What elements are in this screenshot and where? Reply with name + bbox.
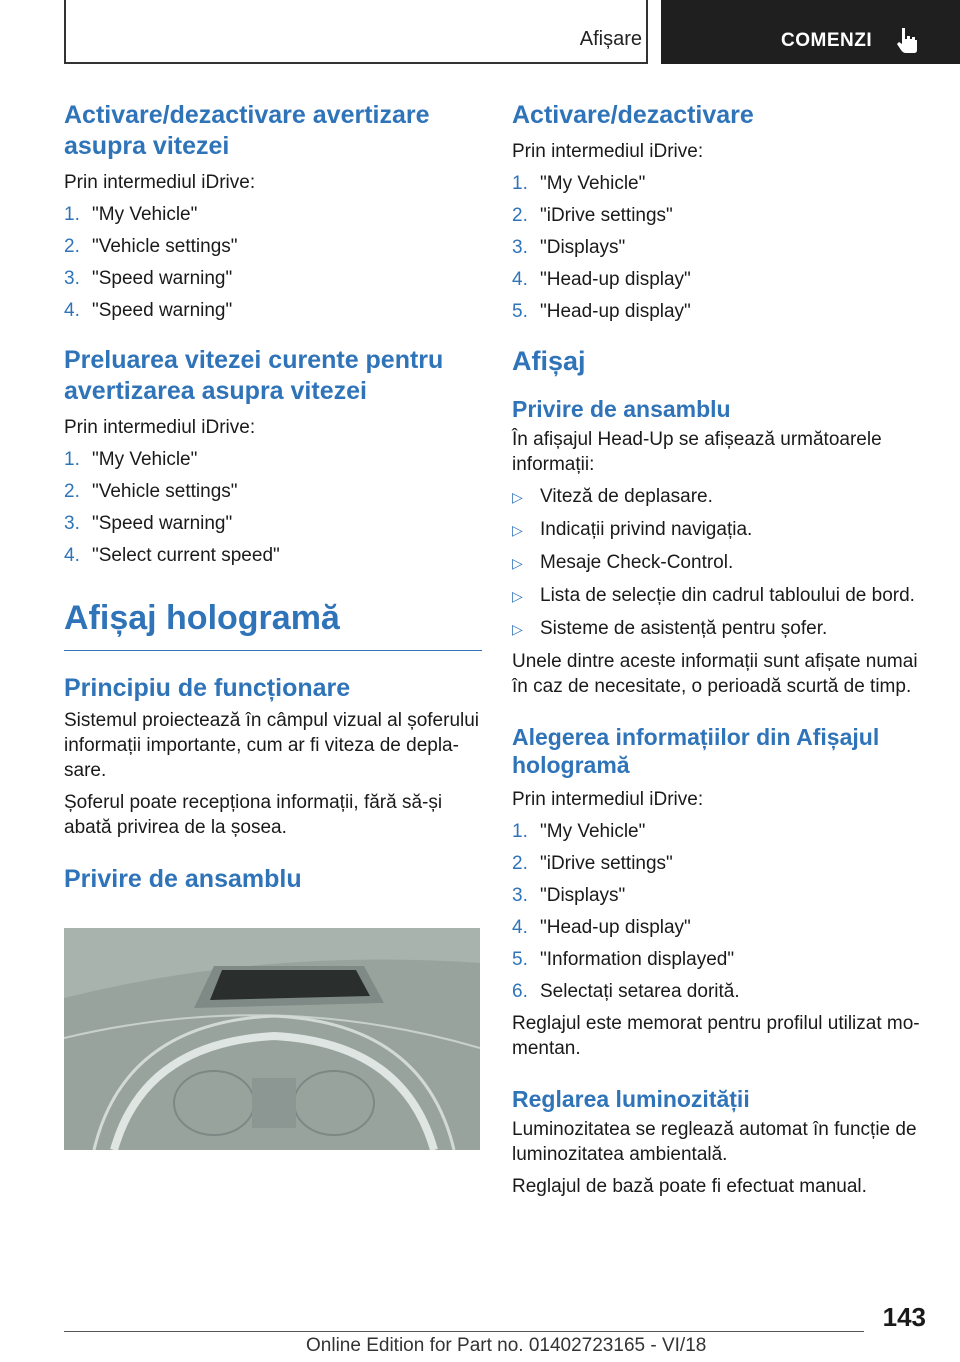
list-item: ▷ Mesaje Check-Control.	[512, 552, 734, 573]
intro-text: Prin intermediul iDrive:	[512, 789, 704, 810]
list-item: 4. "Select current speed"	[64, 545, 280, 566]
chapter-rule	[64, 650, 482, 651]
list-item: ▷ Sisteme de asistență pentru șofer.	[512, 618, 828, 639]
subsection-title: Reglarea luminozității	[512, 1086, 750, 1112]
list-item: 3. "Speed warning"	[64, 513, 233, 534]
list-item: 2. "Vehicle settings"	[64, 481, 238, 502]
paragraph: Reglajul de bază poate fi efectuat manual.	[512, 1176, 867, 1197]
list-item: 5. "Information displayed"	[512, 949, 735, 970]
list-item: 1. "My Vehicle"	[512, 173, 646, 194]
header-section-title: Afișare	[579, 28, 642, 50]
steps-list	[64, 202, 482, 323]
subsection-title: Alegerea informațiilor din Afișajul hologramă	[512, 724, 880, 778]
header-tab-comenzi[interactable]	[661, 0, 960, 64]
steps-list	[512, 171, 926, 324]
list-item: 3. "Displays"	[512, 885, 626, 906]
subsection-title: Privire de ansamblu	[512, 396, 731, 422]
paragraph: Luminozitatea se reglează automat în funcție de luminozitatea ambientală.	[512, 1119, 917, 1165]
list-item: ▷ Lista de selecție din cadrul tabloului de bord.	[512, 585, 915, 606]
steps-list	[512, 819, 926, 1004]
list-item: 2. "iDrive settings"	[512, 205, 673, 226]
list-item: 1. "My Vehicle"	[512, 821, 646, 842]
section-title: Principiu de funcționare	[64, 674, 351, 702]
header-tab-label: COMENZI	[781, 30, 873, 51]
left-column	[64, 100, 482, 895]
list-item: 4. "Head-up display"	[512, 917, 691, 938]
paragraph: Reglajul este memorat pentru profilul utilizat momentan.	[512, 1013, 920, 1059]
bullet-list	[512, 484, 926, 642]
right-column	[512, 100, 926, 1199]
list-item: 1. "My Vehicle"	[64, 204, 198, 225]
steps-list	[64, 447, 482, 568]
section-title: Afișaj	[512, 346, 586, 376]
list-item: 6. Selectați setarea dorită.	[512, 981, 740, 1002]
intro-text: În afișajul Head-Up se afișează următoarele informații:	[512, 429, 882, 475]
paragraph: Unele dintre aceste informații sunt afișate numai în caz de necesitate, o perioadă scurtă de timp.	[512, 651, 918, 697]
dashboard-illustration	[64, 928, 480, 1150]
list-item: 4. "Head-up display"	[512, 269, 691, 290]
intro-text: Prin intermediul iDrive:	[512, 141, 704, 162]
intro-text: Prin intermediul iDrive:	[64, 172, 256, 193]
paragraph: Șoferul poate recepționa informații, fără să-și abată privirea de la șosea.	[64, 792, 443, 838]
section-title: Preluarea vitezei curente pentru avertizarea asupra vitezei	[64, 346, 444, 405]
section-title: Privire de ansamblu	[64, 865, 302, 893]
paragraph: Sistemul proiectează în câmpul vizual al șoferului informații importante, cum ar fi viteza de deplasare.	[64, 710, 480, 781]
list-item: 4. "Speed warning"	[64, 300, 233, 321]
pointing-hand-icon	[895, 26, 921, 54]
list-item: ▷ Indicații privind navigația.	[512, 519, 753, 540]
footer-divider	[64, 1331, 864, 1332]
footer-edition: Online Edition for Part no. 01402723165 - VI/18	[306, 1335, 707, 1356]
header-frame	[64, 0, 648, 64]
chapter-title: Afișaj hologramă	[64, 599, 340, 637]
intro-text: Prin intermediul iDrive:	[64, 417, 256, 438]
list-item: 3. "Displays"	[512, 237, 626, 258]
list-item: 5. "Head-up display"	[512, 301, 691, 322]
list-item: ▷ Viteză de deplasare.	[512, 486, 713, 507]
section-title: Activare/dezactivare avertizare asupra vitezei	[64, 101, 430, 160]
list-item: 3. "Speed warning"	[64, 268, 233, 289]
page-number: 143	[882, 1302, 926, 1332]
list-item: 1. "My Vehicle"	[64, 449, 198, 470]
section-title: Activare/dezactivare	[512, 101, 754, 129]
list-item: 2. "iDrive settings"	[512, 853, 673, 874]
list-item: 2. "Vehicle settings"	[64, 236, 238, 257]
